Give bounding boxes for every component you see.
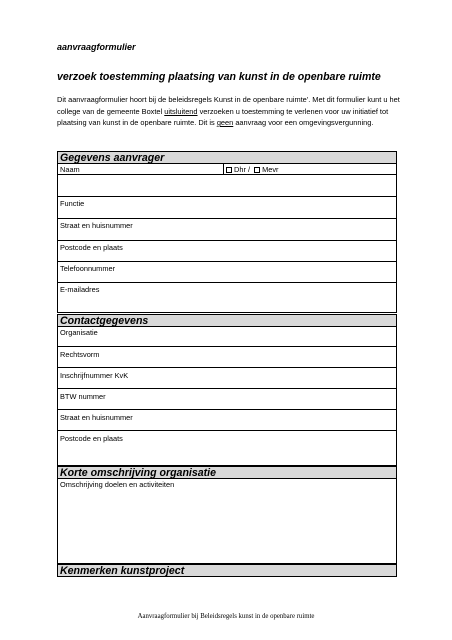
section-header-omschrijving: Korte omschrijving organisatie [57,466,397,479]
field-label-organisatie: Organisatie [60,328,98,337]
field-label-functie: Functie [60,199,85,208]
naam-top-row [57,164,397,175]
field-email[interactable] [57,283,397,313]
document-label: aanvraagformulier [57,42,136,52]
intro-text-3: aanvraag voor een omgevingsvergunning. [233,118,374,127]
field-omschrijving[interactable] [57,479,397,564]
section-header-contact: Contactgegevens [57,314,397,327]
intro-underline-geen: geen [216,118,234,127]
intro-underline-uitsluitend: uitsluitend [164,106,198,116]
section-header-aanvrager: Gegevens aanvrager [57,151,397,164]
document-title: verzoek toestemming plaatsing van kunst in de openbare ruimte [57,71,381,83]
field-label-postcode-aanvrager: Postcode en plaats [60,243,123,252]
field-postcode-aanvrager[interactable] [57,241,397,262]
aanhef-mevr-label: Mevr [262,165,279,174]
field-organisatie[interactable] [57,327,397,347]
field-straat-contact[interactable] [57,410,397,431]
field-label-btw: BTW nummer [60,392,106,401]
field-label-straat-aanvrager: Straat en huisnummer [60,221,133,230]
field-postcode-contact[interactable] [57,431,397,466]
section-header-kunstproject: Kenmerken kunstproject [57,564,397,577]
field-kvk[interactable] [57,368,397,389]
field-label-email: E-mailadres [60,285,100,294]
intro-paragraph [57,94,407,129]
field-label-straat-contact: Straat en huisnummer [60,413,133,422]
field-label-postcode-contact: Postcode en plaats [60,434,123,443]
field-label-naam: Naam [60,165,80,174]
aanhef-dhr-label: Dhr / [234,165,251,174]
field-straat-aanvrager[interactable] [57,219,397,241]
page-footer: Aanvraagformulier bij Beleidsregels kunst in de openbare ruimte [137,613,315,620]
field-label-omschrijving: Omschrijving doelen en activiteiten [60,480,175,489]
intro-text-2: verzoeken u toestemming te verlenen voor uw initiatief tot plaatsing van kunst in de openbare ruimte. Dit is [57,106,389,127]
field-functie[interactable] [57,197,397,219]
intro-text-1: Dit aanvraagformulier hoort bij de beleidsregels Kunst in de openbare ruimte'. Met dit formulier kunt u het college van de gemeente Boxtel [57,95,400,116]
field-rechtsvorm[interactable] [57,347,397,368]
field-label-rechtsvorm: Rechtsvorm [60,350,100,359]
field-label-kvk: Inschrijfnummer KvK [60,371,129,380]
field-telefoon[interactable] [57,262,397,283]
field-label-telefoon: Telefoonnummer [60,264,116,273]
field-btw[interactable] [57,389,397,410]
